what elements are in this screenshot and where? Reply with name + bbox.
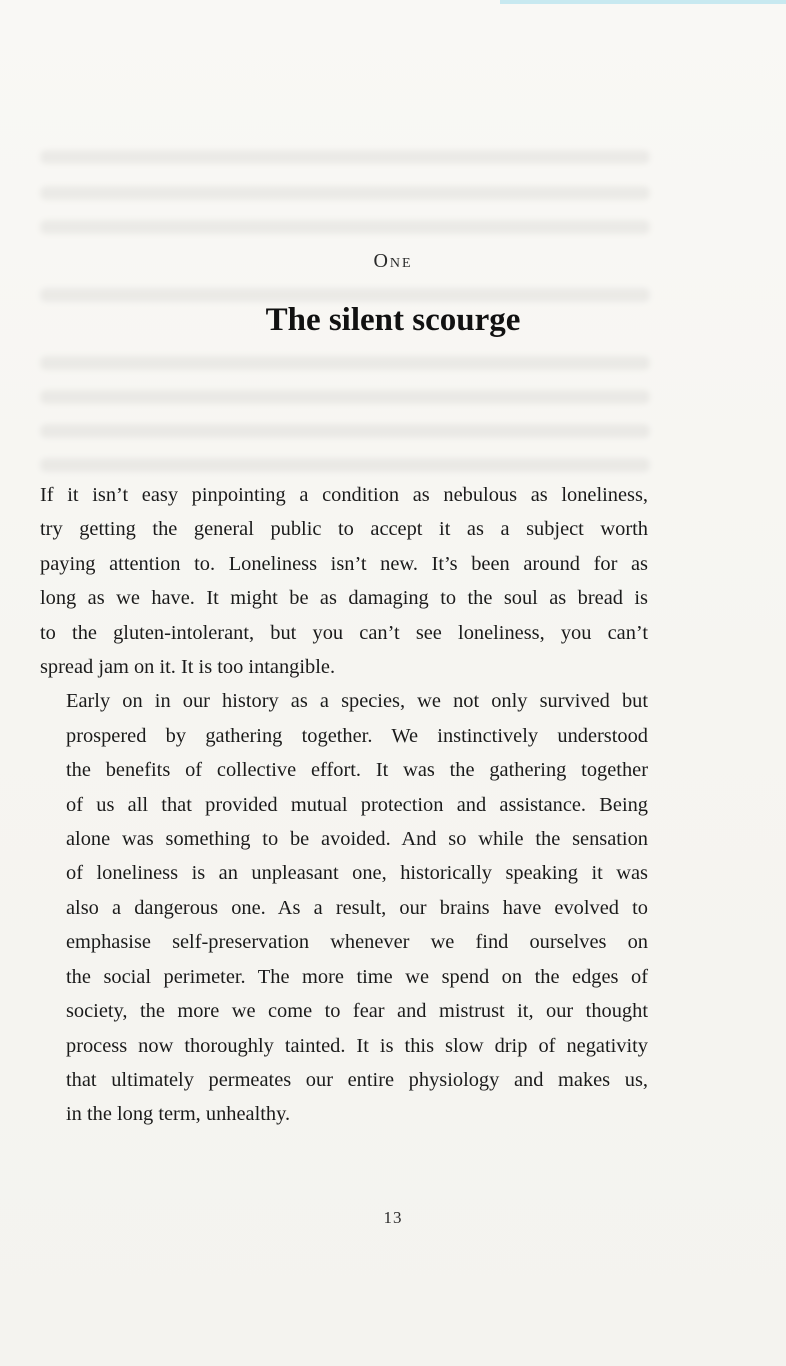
text-line: to the gluten-intolerant, but you can’t see loneliness, you can’t xyxy=(40,621,648,644)
paragraph-2 xyxy=(40,684,648,1131)
text-line: spread jam on it. It is too intangible. xyxy=(40,656,336,679)
text-line: also a dangerous one. As a result, our brains have evolved to xyxy=(66,896,648,919)
show-through-shadow xyxy=(40,356,650,370)
text-line: in the long term, unhealthy. xyxy=(66,1103,291,1126)
show-through-shadow xyxy=(40,390,650,404)
text-line: of loneliness is an unpleasant one, historically speaking it was xyxy=(66,862,648,885)
text-line: the social perimeter. The more time we spend on the edges of xyxy=(66,965,648,988)
show-through-shadow xyxy=(40,424,650,438)
text-line: of us all that provided mutual protection and assistance. Being xyxy=(66,793,648,816)
chapter-title: The silent scourge xyxy=(265,302,521,338)
page-number: 13 xyxy=(383,1208,403,1227)
text-line: alone was something to be avoided. And so while the sensation xyxy=(66,828,648,851)
text-line: prospered by gathering together. We instinctively understood xyxy=(66,724,648,747)
text-line: the benefits of collective effort. It was the gathering together xyxy=(66,759,648,782)
text-line: that ultimately permeates our entire physiology and makes us, xyxy=(66,1068,648,1091)
show-through-shadow xyxy=(40,186,650,200)
chapter-body xyxy=(40,478,648,1132)
show-through-shadow xyxy=(40,220,650,234)
text-line: process now thoroughly tainted. It is this slow drip of negativity xyxy=(66,1034,648,1057)
page-edge-strip xyxy=(500,0,786,4)
show-through-shadow xyxy=(40,288,650,302)
show-through-shadow xyxy=(40,150,650,164)
show-through-shadow xyxy=(40,458,650,472)
chapter-label: One xyxy=(373,250,413,272)
paragraph-1 xyxy=(40,478,648,684)
text-line: society, the more we come to fear and mistrust it, our thought xyxy=(66,1000,648,1023)
text-line: try getting the general public to accept it as a subject worth xyxy=(40,518,648,541)
text-line: Early on in our history as a species, we not only survived but xyxy=(66,690,648,713)
text-line: emphasise self-preservation whenever we find ourselves on xyxy=(66,931,648,954)
text-line: long as we have. It might be as damaging to the soul as bread is xyxy=(40,587,648,610)
text-line: paying attention to. Loneliness isn’t new. It’s been around for as xyxy=(40,552,648,575)
text-line: If it isn’t easy pinpointing a condition as nebulous as loneliness, xyxy=(40,484,648,506)
